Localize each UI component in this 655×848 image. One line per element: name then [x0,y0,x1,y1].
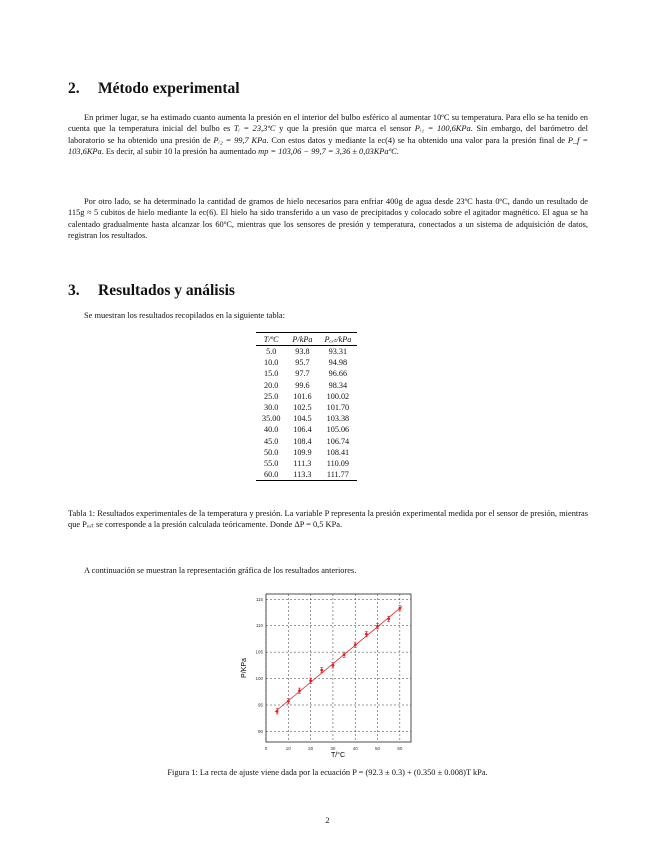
table-row: 5.0 93.8 93.31 [266,347,348,356]
section-2-paragraph-1: En primer lugar, se ha estimado cuanto aumenta la presión en el interior del bulbo esférico al aumentar 10ºC su temperatura. Para ello se ha tenido en cuenta que la temperatura inicial del bulbo es Tᵢ = 23,3ºC y que la presión que marca el sensor Pᵢ₁ = 100,6KPa. Sin embargo, del barómetro del laboratorio se ha obtenido una presión de Pᵢ₂ = 99,7 KPa. Con estos datos y mediante la ec(4) se ha obtenido una valor para la presión final de P_f = 103,6KPa. Es decir, al subir 10 la presión ha aumentado mp = 103,06 − 99,7 = 3,36 ± 0,03KPaºC. [68,113,588,156]
table-row: 45.0 108.4 106.74 [264,436,350,446]
data-point [398,607,401,610]
data-point [365,633,368,636]
table-row: 25.0 101.6 100.02 [264,391,350,401]
table-row: 35.00 104.5 103.38 [262,414,350,424]
data-point [343,653,346,656]
pressure-slope: mp = 103,06 − 99,7 = 3,36 ± 0,03KPaºC [258,146,397,156]
section-3-heading [68,282,235,300]
y-tick-label: 110 [255,623,263,629]
pressure-temperature-chart [236,590,421,760]
y-tick-label: 90 [257,728,263,734]
table-row: 40.0 106.4 105.06 [264,425,350,435]
y-tick-label: 95 [257,702,263,708]
initial-temperature: Tᵢ = 23,3ºC [233,124,276,134]
y-tick-label: 105 [255,649,263,655]
chart-y-label: P/KPa [241,658,248,678]
x-tick-label: 10 [285,746,291,751]
chart-x-label: T/°C [330,752,346,759]
x-tick-label: 20 [308,746,314,751]
final-pressure: P_f = 103,6KPa [68,135,588,156]
table-header-pressure: P/kPa [286,333,318,346]
page-number: 2 [325,816,330,825]
table-row: 50.0 109.9 108.41 [264,447,350,457]
section-2-heading [68,80,240,98]
data-point [276,710,279,713]
table-caption: Tabla 1: Resultados experimentales de la temperatura y presión. La variable P representa la presión experimental medida por el sensor de presión, mientras que Pₑₓₜ se corresponde a la presión calculada teóricamente. Donde ΔP = 0,5 KPa. [68,509,588,530]
section-3-intro: Se muestran los resultados recopilados en la siguiente tabla: [84,311,285,320]
data-point [287,700,290,703]
data-point [332,664,335,667]
data-point [309,679,312,682]
data-point [298,689,301,692]
table-header-pressure-theoretical: Pₑₓₜ/kPa [318,333,357,346]
initial-pressure-sensor: Pᵢ₁ = 100,6KPa [414,124,471,134]
chart-background [236,590,421,760]
table-row: 55.0 111.3 110.09 [264,459,349,469]
data-point [376,625,379,628]
table-header-row [256,333,357,346]
table-row: 20.0 99.6 98.34 [264,380,348,390]
section-2-paragraph-2: Por otro lado, se ha determinado la cantidad de gramos de hielo necesarios para enfriar 400g de agua desde 23ºC hasta 0ºC, dando un resultado de 115g ≈ 5 cubitos de hielo mediante la ec(6). El hielo ha sido transferido a un vaso de precipitados y colocado sobre el agitador magnético. El agua se ha calentado gradualmente hasta alcanzar los 60ºC, mientras que los sensores de presión y temperatura, conectados a un sistema de adquisición de datos, registran los resultados. [68,197,588,240]
table-header-temperature: T/ºC [256,333,286,346]
y-tick-label: 100 [255,676,263,682]
table-row: 15.0 97.7 96.66 [264,369,348,379]
y-tick-label: 115 [255,596,263,602]
section-3-title: Resultados y análisis [98,282,235,299]
x-tick-label: 60 [397,746,403,751]
data-point [387,617,390,620]
section-2-title: Método experimental [98,80,240,97]
figure-caption: Figura 1: La recta de ajuste viene dada por la ecuación P = (92.3 ± 0.3) + (0.350 ± 0.008)T kPa. [167,768,488,777]
results-table [256,332,357,481]
table-row: 10.0 95.7 94.98 [264,358,348,368]
data-point [320,669,323,672]
table-row: 30.0 102.5 101.70 [264,403,350,413]
table-row: 60.0 113.3 111.77 [256,469,357,481]
section-3-number: 3. [68,282,80,299]
figure-intro: A continuación se muestran la representación gráfica de los resultados anteriores. [84,566,357,575]
x-tick-label: 50 [375,746,381,751]
x-tick-label: 40 [352,746,358,751]
initial-pressure-barometer: Pᵢ₂ = 99,7 KPa [213,135,267,145]
data-point [354,643,357,646]
x-tick-label: 30 [330,746,336,751]
x-tick-label: 0 [264,746,268,751]
section-2-number: 2. [68,80,80,97]
